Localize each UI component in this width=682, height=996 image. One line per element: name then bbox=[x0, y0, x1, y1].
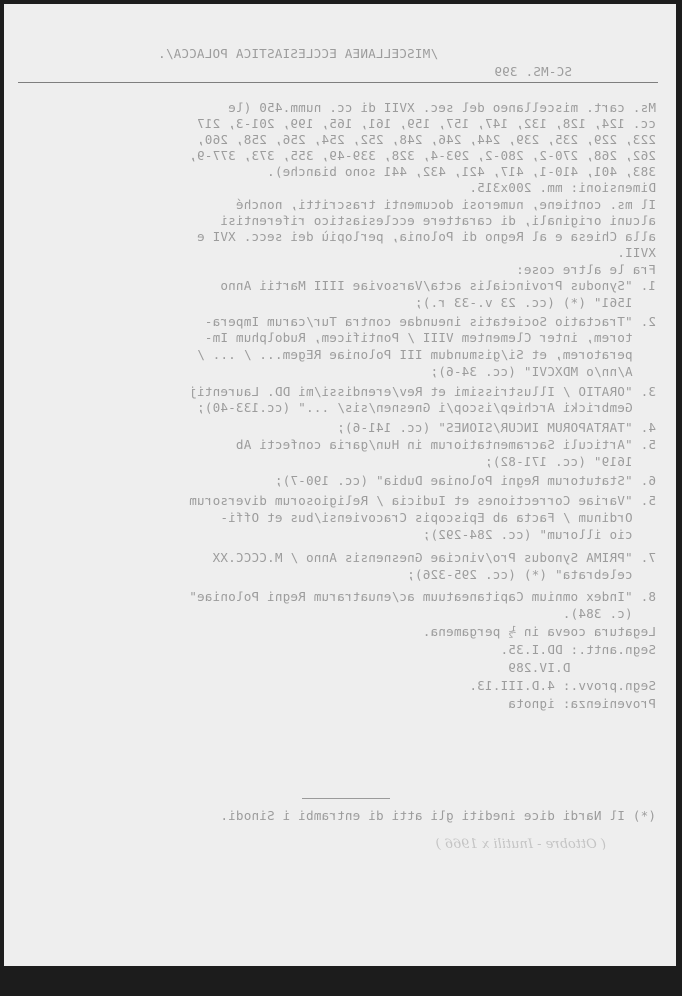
list-item: 5. "Articuli Sacramentatiorum in Hun/garia confecti Ab bbox=[235, 437, 656, 452]
body-line: cc. 124, 128, 132, 147, 157, 159, 161, 165, 199, 201-3, 217 bbox=[196, 116, 656, 131]
list-item-cont: peratorem, et Si/gismundum III Poloniae REgem... / ... / bbox=[196, 347, 656, 362]
list-item: 4. "TARTAPORUM INCUR/SIONES" (cc. 141-6); bbox=[336, 420, 656, 435]
body-line: 383, 401, 410-1, 417, 421, 432, 441 sono bianche). bbox=[266, 164, 656, 179]
body-line: 262, 268, 270-2, 280-2, 293-4, 328, 339-49, 355, 373, 377-9, bbox=[189, 148, 656, 163]
list-item-cont: celebrata" (*) (cc. 295-326); bbox=[406, 567, 656, 582]
body-line: Ms. cart. miscellaneo del sec. XVII di cc. numm.450 (le bbox=[227, 100, 656, 115]
old-shelfmarks-cont: D.IV.289 bbox=[508, 660, 656, 675]
body-line: alla Chiesa e al Regno di Polonia, perlopiù dei secc. XVI e bbox=[196, 229, 656, 244]
mirrored-show-through-text bbox=[4, 4, 676, 966]
list-item: 1. "Synodus Provincialis acta/Varsoviae IIII Martii Anno bbox=[220, 278, 656, 293]
document-page bbox=[4, 4, 676, 966]
shelfmark: SC-MS. 399 bbox=[494, 64, 572, 79]
list-item-cont: Ordinum / Facta ab Episcopis Cracoviensi/bus et Offi- bbox=[220, 510, 656, 525]
provisional-shelfmark: Segn.provv.: 4.D.III.13. bbox=[469, 678, 656, 693]
footnote-rule bbox=[302, 798, 390, 799]
list-item-cont: 1619" (cc. 171-82); bbox=[484, 454, 656, 469]
header-rule bbox=[18, 82, 658, 83]
body-line: 223, 229, 235, 239, 244, 246, 248, 252, 254, 256, 258, 260, bbox=[196, 132, 656, 147]
list-item: 5. "Variae Correctiones et Iudicia / Religiosorum diversorum bbox=[189, 493, 656, 508]
body-line: Dimensioni: mm. 200x315. bbox=[469, 180, 656, 195]
body-line: XVII. bbox=[617, 245, 656, 260]
list-item-cont: (c. 384). bbox=[562, 606, 656, 621]
list-item: 8. "Index omnium Capitaneatuum ac/enuatrarum Regni Poloniae" bbox=[189, 589, 656, 604]
list-item: 3. "ORATIO / Illustrissimi et Rev/erendissi/mi DD. Laurentij bbox=[189, 384, 656, 399]
body-line: Il ms. contiene, numerosi documenti trascritti, nonché bbox=[235, 197, 656, 212]
body-line: Fra le altre cose: bbox=[515, 262, 656, 277]
list-item-cont: A/nn/o MDXCVI" (cc. 34-6); bbox=[430, 364, 656, 379]
list-item-cont: 1561" (*) (cc. 23 v.-33 r.); bbox=[414, 295, 656, 310]
list-item-cont: torem, inter Clementem VIII / Pontificem, Rudolphum Im- bbox=[204, 330, 656, 345]
body-line: alcuni originali, di carattere ecclesiastico riferentisi bbox=[220, 213, 656, 228]
old-shelfmarks: Segn.antt.: DD.I.35. bbox=[500, 642, 656, 657]
list-item: 2. "Tractatio Societatis ineundae contra Tur/carum Impera- bbox=[204, 314, 656, 329]
provenance: Provenienza: ignota bbox=[508, 696, 656, 711]
binding-note: Legatura coeva in ½ pergamena. bbox=[422, 624, 656, 639]
list-item: 6. "Statutorum Regni Poloniae Dubia" (cc. 190-7); bbox=[274, 473, 656, 488]
document-title: /MISCELLANEA ECCLESIASTICA POLACCA/. bbox=[157, 46, 438, 61]
footnote: (*) Il Nardi dice inediti gli atti di entrambi i Sinodi. bbox=[220, 808, 656, 823]
pencil-note: ( Ottobre - Inutili x 1966 ) bbox=[435, 837, 606, 852]
list-item-cont: Gembricki Archiep/iscop/i Gnesnen/sis/ ..." (cc.133-40); bbox=[196, 400, 656, 415]
list-item: 7. "PRIMA Synodus Pro/vinciae Gnesnensis Anno / M.CCCC.XX bbox=[212, 550, 656, 565]
list-item-cont: cio illorum" (cc. 284-292); bbox=[422, 527, 656, 542]
